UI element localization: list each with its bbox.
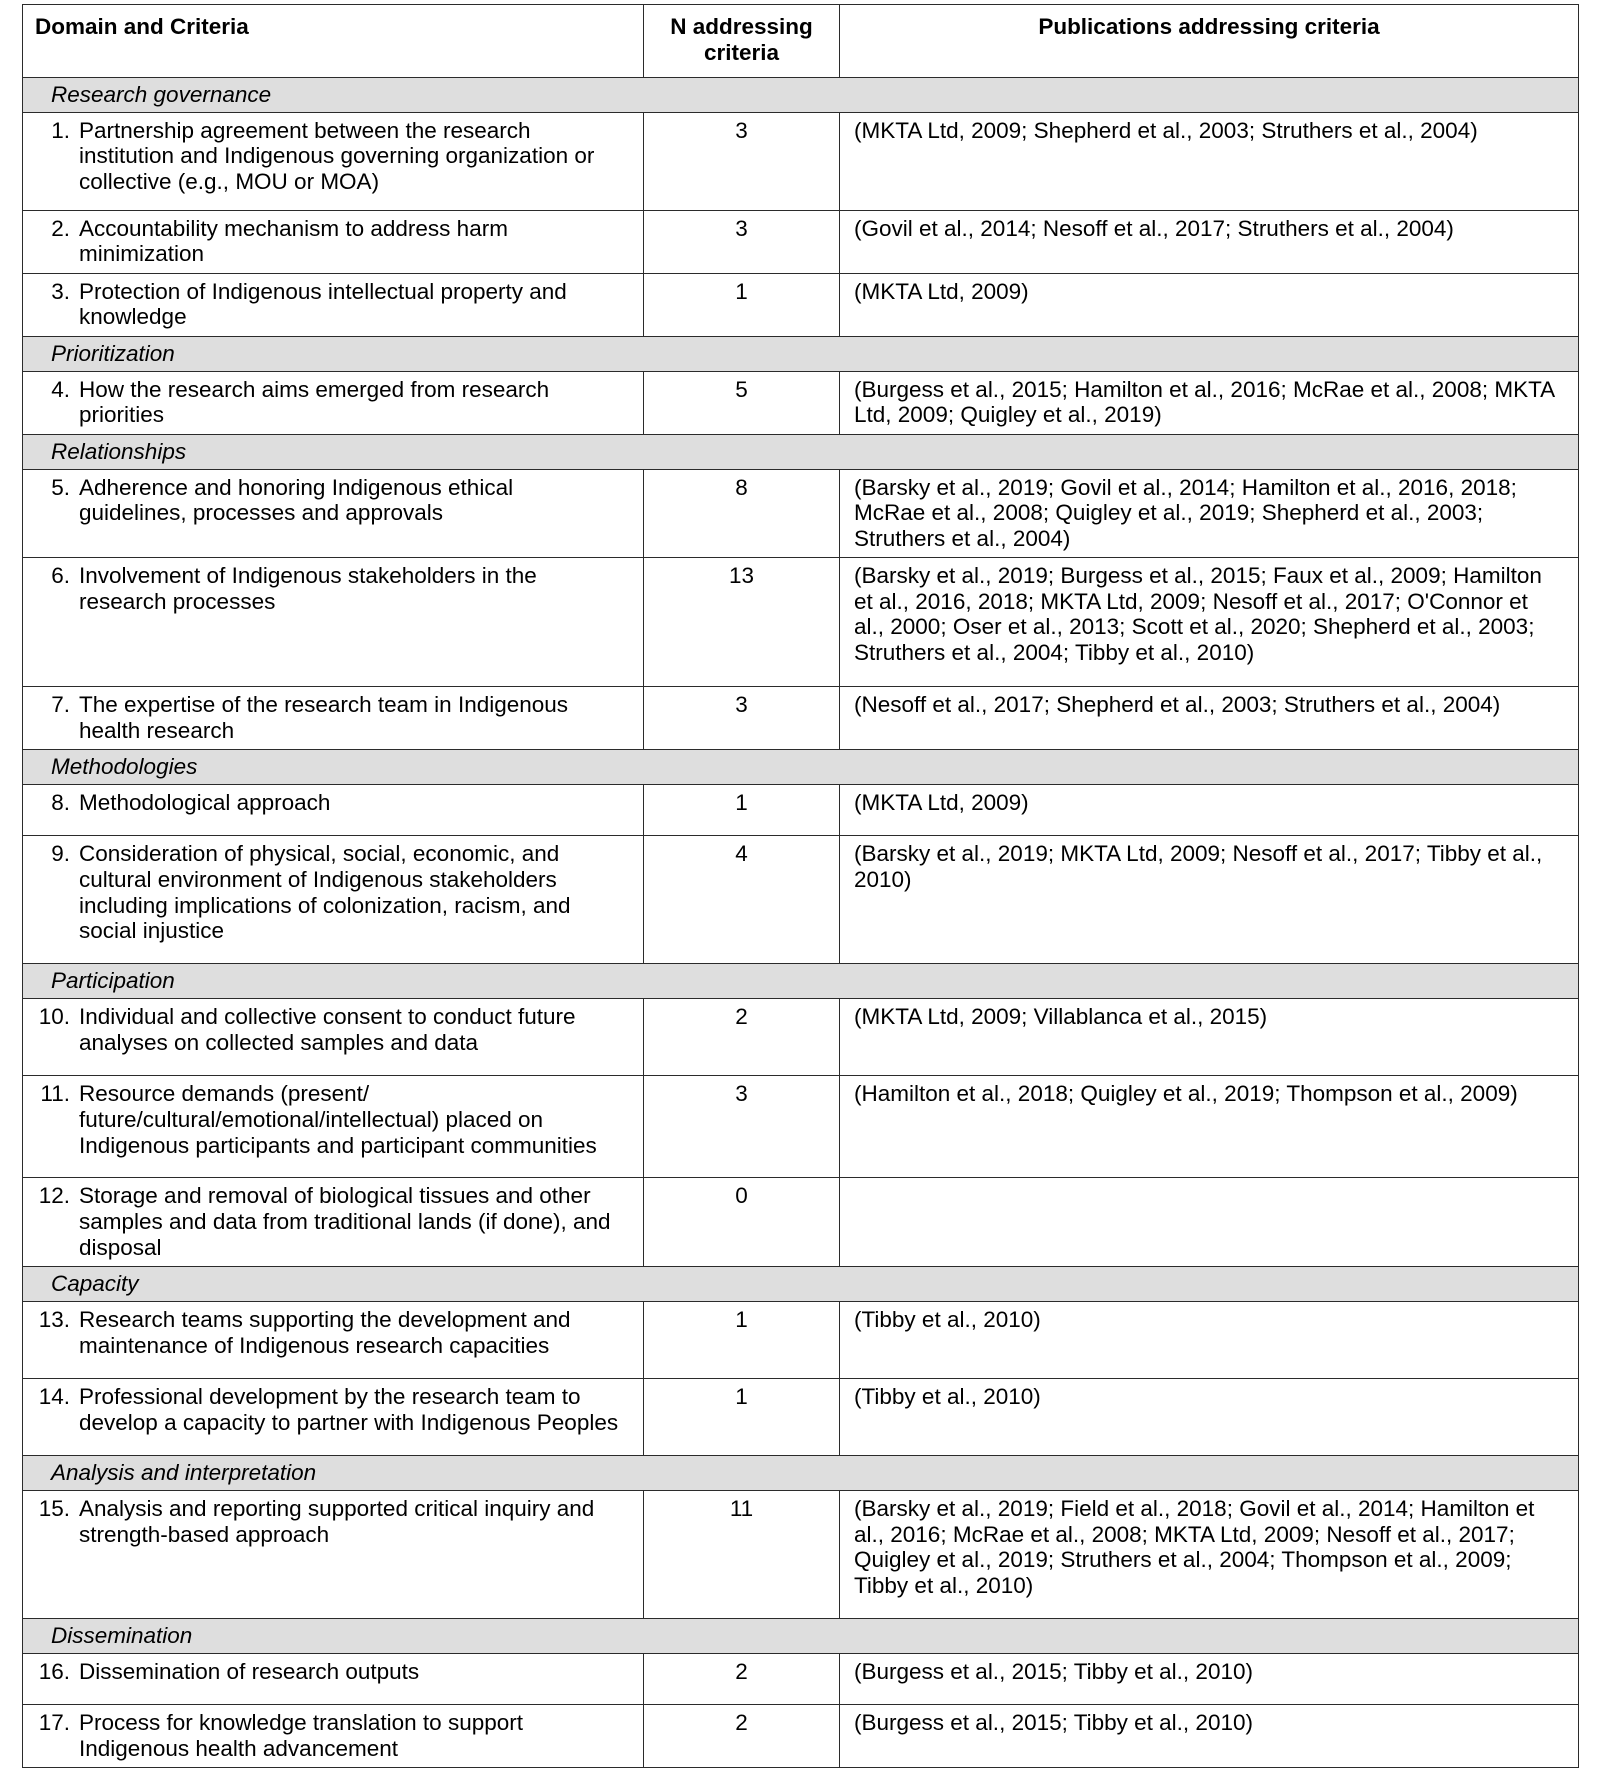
criteria-cell	[23, 687, 644, 750]
count-cell: 8	[644, 469, 840, 558]
domain-label: Prioritization	[51, 340, 175, 366]
criteria-text: Partnership agreement between the research institution and Indigenous governing organization or collective (e.g., MOU or MOA)	[79, 117, 595, 194]
criteria-cell	[23, 558, 644, 687]
count-cell: 1	[644, 273, 840, 336]
criteria-cell	[23, 273, 644, 336]
publications-cell: (Nesoff et al., 2017; Shepherd et al., 2003; Struthers et al., 2004)	[840, 687, 1579, 750]
publications-cell	[840, 1178, 1579, 1267]
domain-section-cell	[23, 336, 1579, 371]
criteria-number: 3.	[51, 278, 70, 304]
criteria-cell	[23, 1076, 644, 1178]
criteria-cell	[23, 1705, 644, 1768]
criteria-summary-table	[22, 4, 1579, 1768]
criteria-text: Protection of Indigenous intellectual property and knowledge	[79, 278, 567, 330]
domain-label: Methodologies	[51, 754, 198, 780]
criteria-cell	[23, 1491, 644, 1619]
criteria-number: 14.	[38, 1384, 70, 1410]
criteria-text: Analysis and reporting supported critical inquiry and strength-based approach	[79, 1496, 595, 1547]
criteria-number: 15.	[38, 1496, 70, 1522]
domain-section-cell	[23, 964, 1579, 999]
domain-label: Relationships	[51, 438, 187, 464]
count-cell: 3	[644, 1076, 840, 1178]
criteria-cell	[23, 210, 644, 273]
table-header	[23, 5, 1579, 78]
criteria-cell	[23, 836, 644, 964]
domain-section-row	[23, 964, 1579, 999]
count-cell: 3	[644, 687, 840, 750]
publications-cell: (Barsky et al., 2019; MKTA Ltd, 2009; Nesoff et al., 2017; Tibby et al., 2010)	[840, 836, 1579, 964]
table-row	[23, 687, 1579, 750]
domain-section-row	[23, 750, 1579, 785]
criteria-number: 2.	[51, 215, 70, 241]
count-cell: 2	[644, 1705, 840, 1768]
count-cell: 5	[644, 371, 840, 434]
criteria-number: 1.	[51, 117, 70, 143]
publications-cell: (MKTA Ltd, 2009; Shepherd et al., 2003; Struthers et al., 2004)	[840, 112, 1579, 210]
criteria-cell	[23, 1379, 644, 1456]
count-cell: 2	[644, 999, 840, 1076]
table-row	[23, 1178, 1579, 1267]
criteria-text: Dissemination of research outputs	[79, 1659, 420, 1685]
criteria-cell	[23, 371, 644, 434]
table-row	[23, 1654, 1579, 1705]
publications-cell: (Govil et al., 2014; Nesoff et al., 2017; Struthers et al., 2004)	[840, 210, 1579, 273]
domain-section-row	[23, 77, 1579, 112]
publications-cell: (Tibby et al., 2010)	[840, 1379, 1579, 1456]
publications-cell: (Burgess et al., 2015; Tibby et al., 2010)	[840, 1654, 1579, 1705]
domain-label: Capacity	[51, 1271, 139, 1297]
publications-cell: (Barsky et al., 2019; Field et al., 2018; Govil et al., 2014; Hamilton et al., 2016; McRae et al., 2008; MKTA Ltd, 2009; Nesoff et al., 2017; Quigley et al., 2019; Struthers et al., 2004; Thompson et al., 2009; Tibby et al., 2010)	[840, 1491, 1579, 1619]
count-cell: 0	[644, 1178, 840, 1267]
domain-section-cell	[23, 434, 1579, 469]
publications-cell: (Barsky et al., 2019; Burgess et al., 2015; Faux et al., 2009; Hamilton et al., 2016, 2018; MKTA Ltd, 2009; Nesoff et al., 2017; O'Connor et al., 2000; Oser et al., 2013; Scott et al., 2020; Shepherd et al., 2003; Struthers et al., 2004; Tibby et al., 2010)	[840, 558, 1579, 687]
count-cell: 1	[644, 1379, 840, 1456]
criteria-cell	[23, 999, 644, 1076]
publications-cell: (Burgess et al., 2015; Hamilton et al., 2016; McRae et al., 2008; MKTA Ltd, 2009; Quigley et al., 2019)	[840, 371, 1579, 434]
criteria-number: 8.	[51, 790, 70, 816]
criteria-text: Accountability mechanism to address harm minimization	[79, 215, 508, 267]
criteria-number: 16.	[38, 1659, 70, 1685]
publications-cell: (MKTA Ltd, 2009; Villablanca et al., 2015)	[840, 999, 1579, 1076]
table-row	[23, 1302, 1579, 1379]
criteria-text: Research teams supporting the development and maintenance of Indigenous research capacities	[79, 1307, 571, 1358]
domain-section-cell	[23, 1267, 1579, 1302]
domain-section-cell	[23, 750, 1579, 785]
criteria-cell	[23, 1178, 644, 1267]
publications-cell: (Burgess et al., 2015; Tibby et al., 2010)	[840, 1705, 1579, 1768]
table-row	[23, 785, 1579, 836]
count-cell: 13	[644, 558, 840, 687]
table-body	[23, 77, 1579, 1768]
table-row	[23, 1076, 1579, 1178]
domain-label: Participation	[51, 968, 175, 994]
count-cell: 4	[644, 836, 840, 964]
criteria-number: 11.	[40, 1081, 70, 1107]
criteria-number: 10.	[38, 1004, 70, 1030]
criteria-text: How the research aims emerged from research priorities	[79, 376, 550, 428]
criteria-text: Individual and collective consent to conduct future analyses on collected samples and data	[79, 1004, 576, 1055]
criteria-text: Process for knowledge translation to support Indigenous health advancement	[79, 1710, 523, 1761]
domain-section-cell	[23, 1456, 1579, 1491]
criteria-text: Methodological approach	[79, 790, 331, 816]
table-row	[23, 469, 1579, 558]
domain-label: Dissemination	[51, 1623, 193, 1649]
criteria-number: 5.	[51, 474, 70, 500]
criteria-text: The expertise of the research team in Indigenous health research	[79, 692, 569, 743]
criteria-number: 6.	[51, 563, 70, 589]
publications-cell: (MKTA Ltd, 2009)	[840, 785, 1579, 836]
criteria-text: Professional development by the research team to develop a capacity to partner with Indigenous Peoples	[79, 1384, 619, 1435]
domain-section-cell	[23, 77, 1579, 112]
criteria-cell	[23, 1302, 644, 1379]
column-header-n-addressing-criteria: N addressing criteria	[644, 5, 840, 78]
publications-cell: (Hamilton et al., 2018; Quigley et al., 2019; Thompson et al., 2009)	[840, 1076, 1579, 1178]
domain-section-row	[23, 1267, 1579, 1302]
criteria-number: 13.	[38, 1307, 70, 1333]
column-header-domain-and-criteria: Domain and Criteria	[23, 5, 644, 78]
count-cell: 3	[644, 210, 840, 273]
table-row	[23, 836, 1579, 964]
criteria-number: 12.	[38, 1183, 70, 1209]
domain-label: Analysis and interpretation	[51, 1460, 317, 1486]
publications-cell: (MKTA Ltd, 2009)	[840, 273, 1579, 336]
domain-label: Research governance	[51, 81, 272, 107]
criteria-number: 9.	[51, 841, 70, 867]
count-cell: 2	[644, 1654, 840, 1705]
table-row	[23, 273, 1579, 336]
criteria-number: 17.	[38, 1710, 70, 1736]
table-row	[23, 112, 1579, 210]
criteria-text: Consideration of physical, social, economic, and cultural environment of Indigenous stakeholders including implications of colonization, racism, and social injustice	[79, 841, 571, 944]
criteria-cell	[23, 112, 644, 210]
criteria-text: Adherence and honoring Indigenous ethical guidelines, processes and approvals	[79, 474, 514, 526]
criteria-text: Involvement of Indigenous stakeholders in the research processes	[79, 563, 537, 614]
table-row	[23, 1491, 1579, 1619]
domain-section-row	[23, 336, 1579, 371]
table-row	[23, 558, 1579, 687]
table-row	[23, 1379, 1579, 1456]
count-cell: 1	[644, 1302, 840, 1379]
header-row	[23, 5, 1579, 78]
criteria-number: 7.	[51, 692, 70, 718]
count-cell: 3	[644, 112, 840, 210]
count-cell: 1	[644, 785, 840, 836]
domain-section-row	[23, 1456, 1579, 1491]
criteria-text: Resource demands (present/ future/cultural/emotional/intellectual) placed on Indigenous participants and participant communities	[79, 1081, 597, 1158]
publications-cell: (Tibby et al., 2010)	[840, 1302, 1579, 1379]
table-row	[23, 371, 1579, 434]
table-row	[23, 210, 1579, 273]
criteria-number: 4.	[51, 376, 70, 402]
criteria-text: Storage and removal of biological tissues and other samples and data from traditional lands (if done), and disposal	[79, 1183, 611, 1260]
publications-cell: (Barsky et al., 2019; Govil et al., 2014; Hamilton et al., 2016, 2018; McRae et al., 2008; Quigley et al., 2019; Shepherd et al., 2003; Struthers et al., 2004)	[840, 469, 1579, 558]
criteria-cell	[23, 1654, 644, 1705]
count-cell: 11	[644, 1491, 840, 1619]
column-header-publications-addressing-criteria: Publications addressing criteria	[840, 5, 1579, 78]
domain-section-cell	[23, 1619, 1579, 1654]
criteria-cell	[23, 469, 644, 558]
criteria-cell	[23, 785, 644, 836]
domain-section-row	[23, 434, 1579, 469]
domain-section-row	[23, 1619, 1579, 1654]
table-row	[23, 999, 1579, 1076]
table-row	[23, 1705, 1579, 1768]
